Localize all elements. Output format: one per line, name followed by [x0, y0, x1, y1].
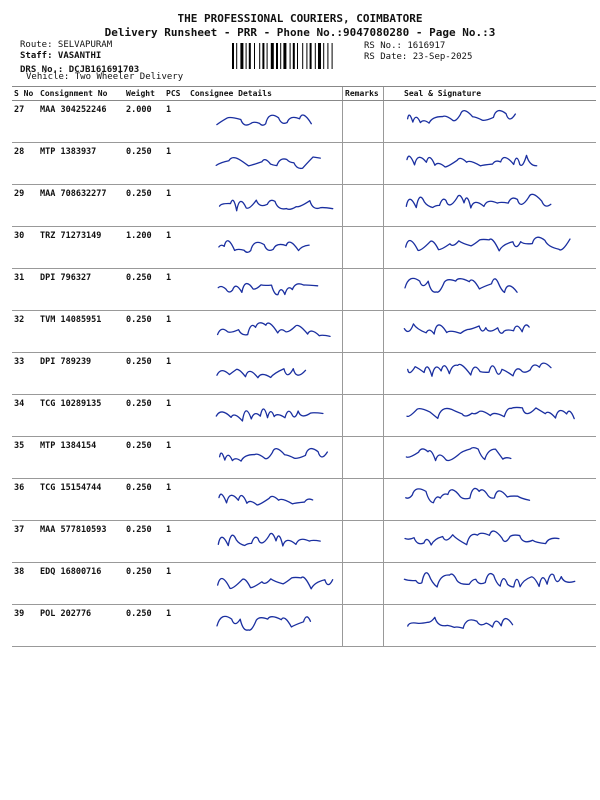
- seal-signature: [384, 395, 597, 437]
- row-pcs: 1: [164, 311, 188, 353]
- handwritten-signature-image: [384, 479, 594, 519]
- table-row: [12, 605, 596, 647]
- seal-signature: [384, 311, 597, 353]
- row-weight: 0.250: [124, 395, 164, 437]
- consignee-signature: [188, 479, 343, 521]
- col-remarks: Remarks: [343, 87, 384, 101]
- rs-number: RS No.: 1616917: [364, 41, 446, 51]
- delivery-table: [12, 86, 596, 647]
- row-consignment-no: MTP 1383937: [38, 143, 124, 185]
- row-consignment-no: TRZ 71273149: [38, 227, 124, 269]
- row-consignment-no: TCG 10289135: [38, 395, 124, 437]
- row-sno: 39: [12, 605, 38, 647]
- row-sno: 34: [12, 395, 38, 437]
- consignee-signature: [188, 395, 343, 437]
- handwritten-name-image: [188, 521, 338, 561]
- consignee-signature: [188, 185, 343, 227]
- col-sno: S No: [12, 87, 38, 101]
- table-row: [12, 563, 596, 605]
- row-weight: 0.250: [124, 479, 164, 521]
- row-pcs: 1: [164, 563, 188, 605]
- seal-signature: [384, 521, 597, 563]
- drs-number: DRS No.: DCJB161691703: [20, 65, 140, 75]
- handwritten-name-image: [188, 227, 338, 267]
- runsheet-subtitle: Delivery Runsheet - PRR - Phone No.:9047080280 - Page No.:3: [104, 26, 496, 39]
- col-weight: Weight: [124, 87, 164, 101]
- row-remarks: [343, 353, 384, 395]
- row-pcs: 1: [164, 479, 188, 521]
- seal-signature: [384, 185, 597, 227]
- staff-label: Staff: VASANTHI: [20, 51, 102, 61]
- row-sno: 38: [12, 563, 38, 605]
- seal-signature: [384, 479, 597, 521]
- row-consignment-no: EDQ 16800716: [38, 563, 124, 605]
- row-consignment-no: MTP 1384154: [38, 437, 124, 479]
- consignee-signature: [188, 311, 343, 353]
- row-pcs: 1: [164, 605, 188, 647]
- row-consignment-no: DPI 796327: [38, 269, 124, 311]
- row-remarks: [343, 269, 384, 311]
- table-row: [12, 227, 596, 269]
- row-remarks: [343, 395, 384, 437]
- consignee-signature: [188, 605, 343, 647]
- table-row: [12, 395, 596, 437]
- row-weight: 0.250: [124, 521, 164, 563]
- row-weight: 0.250: [124, 143, 164, 185]
- company-title: THE PROFESSIONAL COURIERS, COIMBATORE: [177, 12, 423, 25]
- row-weight: 0.250: [124, 605, 164, 647]
- row-remarks: [343, 311, 384, 353]
- row-pcs: 1: [164, 227, 188, 269]
- row-weight: 1.200: [124, 227, 164, 269]
- row-sno: 28: [12, 143, 38, 185]
- handwritten-name-image: [188, 437, 338, 477]
- handwritten-signature-image: [384, 311, 594, 351]
- handwritten-signature-image: [384, 101, 594, 141]
- row-consignment-no: MAA 304252246: [38, 101, 124, 143]
- handwritten-name-image: [188, 101, 338, 141]
- row-sno: 36: [12, 479, 38, 521]
- handwritten-name-image: [188, 311, 338, 351]
- row-consignment-no: TVM 14085951: [38, 311, 124, 353]
- handwritten-name-image: [188, 269, 338, 309]
- row-pcs: 1: [164, 185, 188, 227]
- consignee-signature: [188, 143, 343, 185]
- table-row: [12, 437, 596, 479]
- rs-date: RS Date: 23-Sep-2025: [364, 52, 473, 62]
- handwritten-name-image: [188, 605, 338, 645]
- handwritten-signature-image: [384, 143, 594, 183]
- row-pcs: 1: [164, 143, 188, 185]
- table-row: [12, 185, 596, 227]
- seal-signature: [384, 437, 597, 479]
- consignee-signature: [188, 563, 343, 605]
- row-remarks: [343, 143, 384, 185]
- consignee-signature: [188, 227, 343, 269]
- row-remarks: [343, 479, 384, 521]
- row-sno: 32: [12, 311, 38, 353]
- table-row: [12, 479, 596, 521]
- consignee-signature: [188, 269, 343, 311]
- seal-signature: [384, 143, 597, 185]
- consignee-signature: [188, 101, 343, 143]
- row-pcs: 1: [164, 395, 188, 437]
- row-sno: 35: [12, 437, 38, 479]
- row-sno: 31: [12, 269, 38, 311]
- table-row: [12, 143, 596, 185]
- consignee-signature: [188, 521, 343, 563]
- table-row: [12, 269, 596, 311]
- row-sno: 30: [12, 227, 38, 269]
- handwritten-signature-image: [384, 185, 594, 225]
- route-label: Route: SELVAPURAM: [20, 40, 113, 50]
- row-consignment-no: DPI 789239: [38, 353, 124, 395]
- table-row: [12, 521, 596, 563]
- handwritten-name-image: [188, 185, 338, 225]
- handwritten-signature-image: [384, 353, 594, 393]
- handwritten-name-image: [188, 353, 338, 393]
- row-weight: 0.250: [124, 437, 164, 479]
- handwritten-signature-image: [384, 437, 594, 477]
- row-pcs: 1: [164, 353, 188, 395]
- col-consignee: Consignee Details: [188, 87, 343, 101]
- row-remarks: [343, 101, 384, 143]
- row-remarks: [343, 521, 384, 563]
- row-remarks: [343, 185, 384, 227]
- row-sno: 33: [12, 353, 38, 395]
- seal-signature: [384, 269, 597, 311]
- consignee-signature: [188, 353, 343, 395]
- seal-signature: [384, 605, 597, 647]
- runsheet-info-right: [364, 41, 472, 63]
- handwritten-name-image: [188, 143, 338, 183]
- table-header-row: [12, 87, 596, 101]
- row-pcs: 1: [164, 101, 188, 143]
- runsheet-info-left: [20, 40, 139, 76]
- handwritten-signature-image: [384, 605, 594, 645]
- col-consignment: Consignment No: [38, 87, 124, 101]
- row-sno: 37: [12, 521, 38, 563]
- row-consignment-no: MAA 708632277: [38, 185, 124, 227]
- col-pcs: PCS: [164, 87, 188, 101]
- handwritten-signature-image: [384, 395, 594, 435]
- row-weight: 0.250: [124, 311, 164, 353]
- seal-signature: [384, 227, 597, 269]
- handwritten-name-image: [188, 563, 338, 603]
- consignee-signature: [188, 437, 343, 479]
- row-remarks: [343, 563, 384, 605]
- seal-signature: [384, 563, 597, 605]
- vehicle-label: Vehicle: Two Wheeler Delivery: [26, 72, 184, 82]
- handwritten-signature-image: [384, 563, 594, 603]
- table-row: [12, 353, 596, 395]
- seal-signature: [384, 101, 597, 143]
- barcode-image: [232, 43, 358, 69]
- row-remarks: [343, 605, 384, 647]
- row-pcs: 1: [164, 269, 188, 311]
- row-sno: 29: [12, 185, 38, 227]
- row-weight: 0.250: [124, 353, 164, 395]
- row-sno: 27: [12, 101, 38, 143]
- table-row: [12, 101, 596, 143]
- row-consignment-no: MAA 577810593: [38, 521, 124, 563]
- row-weight: 0.250: [124, 185, 164, 227]
- table-row: [12, 311, 596, 353]
- seal-signature: [384, 353, 597, 395]
- handwritten-signature-image: [384, 269, 594, 309]
- row-consignment-no: POL 202776: [38, 605, 124, 647]
- row-weight: 2.000: [124, 101, 164, 143]
- row-weight: 0.250: [124, 563, 164, 605]
- row-weight: 0.250: [124, 269, 164, 311]
- handwritten-name-image: [188, 395, 338, 435]
- row-consignment-no: TCG 15154744: [38, 479, 124, 521]
- row-remarks: [343, 437, 384, 479]
- row-pcs: 1: [164, 521, 188, 563]
- handwritten-signature-image: [384, 521, 594, 561]
- row-remarks: [343, 227, 384, 269]
- row-pcs: 1: [164, 437, 188, 479]
- col-seal-signature: Seal & Signature: [384, 87, 597, 101]
- handwritten-name-image: [188, 479, 338, 519]
- handwritten-signature-image: [384, 227, 594, 267]
